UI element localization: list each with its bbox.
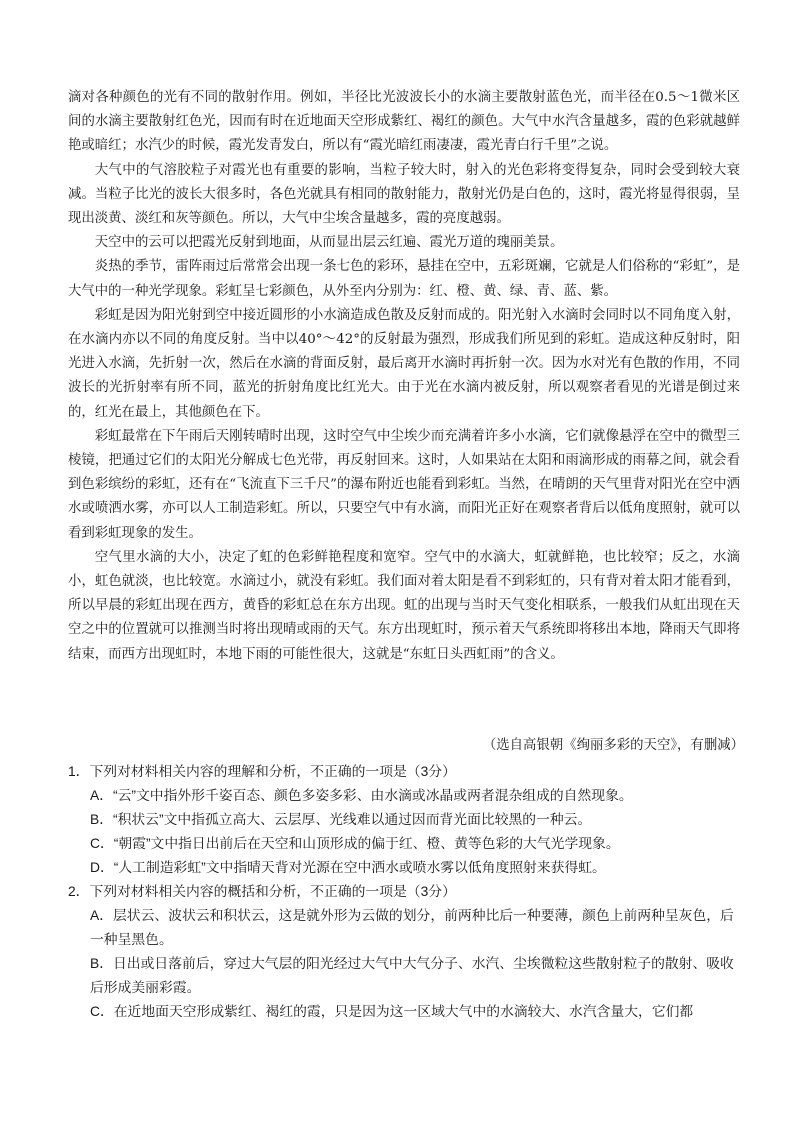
- question-2-option-b: B．日出或日落前后，穿过大气层的阳光经过大气中大气分子、水汽、尘埃微粒这些散射粒子的散射、吸收后形成美丽彩霞。: [90, 956, 734, 995]
- passage-source: （选自高银朝《绚丽多彩的天空》，有删减）: [482, 738, 744, 753]
- passage-paragraph-2: 大气中的气溶胶粒子对霞光也有重要的影响，当粒子较大时，射入的光色彩将变得复杂，同时会受到较大衰减。当粒子比光的波长大很多时，各色光就具有相同的散射能力，散射光仍是白色的，这时，霞光将显得很弱，呈现出淡黄、淡红和灰等颜色。所以，大气中尘埃含量越多，霞的亮度越弱。: [68, 162, 740, 227]
- passage-paragraph-3: 天空中的云可以把霞光反射到地面，从而显出层云红遍、霞光万道的瑰丽美景。: [94, 235, 564, 251]
- passage-paragraph-4: 炎热的季节，雷阵雨过后常常会出现一条七色的彩环，悬挂在空中，五彩斑斓，它就是人们俗称的“彩虹”，是大气中的一种光学现象。彩虹呈七彩颜色，从外至内分别为：红、橙、黄、绿、青、蓝、紫。: [68, 259, 740, 299]
- question-1: [68, 760, 740, 880]
- passage-paragraph-5: 彩虹是因为阳光射到空中接近圆形的小水滴造成色散及反射而成的。阳光射入水滴时会同时以不同角度入射，在水滴内亦以不同的角度反射。当中以40°～42°的反射最为强烈，形成我们所见到的彩虹。造成这种反射时，阳光进入水滴，先折射一次，然后在水滴的背面反射，最后离开水滴时再折射一次。因为水对光有色散的作用，不同波长的光折射率有所不同，蓝光的折射角度比红光大。由于光在水滴内被反射，所以观察者看见的光谱是倒过来的，红光在最上，其他颜色在下。: [68, 307, 740, 420]
- question-1-option-c: C．“朝霞”文中指日出前后在天空和山顶形成的偏于红、橙、黄等色彩的大气光学现象。: [90, 836, 620, 851]
- question-list: [68, 760, 740, 1024]
- question-2: [68, 880, 740, 1024]
- passage-paragraph-6: 彩虹最常在下午雨后天刚转晴时出现，这时空气中尘埃少而充满着许多小水滴，它们就像悬浮在空中的微型三棱镜，把通过它们的太阳光分解成七色光带，再反射回来。这时，人如果站在太阳和雨滴形成的雨幕之间，就会看到色彩缤纷的彩虹，还有在“飞流直下三千尺”的瀑布附近也能看到彩虹。当然，在晴朗的天气里背对阳光在空中洒水或喷洒水雾，亦可以人工制造彩虹。所以，只要空气中有水滴，而阳光正好在观察者背后以低角度照射，就可以看到彩虹现象的发生。: [68, 428, 740, 541]
- question-2-stem: 2．下列对材料相关内容的概括和分析，不正确的一项是（3分）: [68, 884, 456, 899]
- question-1-option-a: A．“云”文中指外形千姿百态、颜色多姿多彩、由水滴或冰晶或两者混杂组成的自然现象。: [90, 788, 633, 803]
- passage-paragraph-1: 滴对各种颜色的光有不同的散射作用。例如，半径比光波波长小的水滴主要散射蓝色光，而半径在0.5～1微米区间的水滴主要散射红色光，因而有时在近地面天空形成紫红、褐红的颜色。大气中水汽含量越多，霞的色彩就越鲜艳或暗红；水汽少的时候，霞光发青发白，所以有“霞光暗红雨凄凄，霞光青白行千里”之说。: [68, 90, 740, 154]
- question-1-stem: 1．下列对材料相关内容的理解和分析，不正确的一项是（3分）: [68, 764, 456, 779]
- passage-paragraph-7: 空气里水滴的大小，决定了虹的色彩鲜艳程度和宽窄。空气中的水滴大，虹就鲜艳，也比较窄；反之，水滴小，虹色就淡，也比较宽。水滴过小，就没有彩虹。我们面对着太阳是看不到彩虹的，只有背对着太阳才能看到，所以早晨的彩虹出现在西方，黄昏的彩虹总在东方出现。虹的出现与当时天气变化相联系，一般我们从虹出现在天空之中的位置就可以推测当时将出现晴或雨的天气。东方出现虹时，预示着天气系统即将移出本地，降雨天气即将结束，而西方出现虹时，本地下雨的可能性很大，这就是“东虹日头西虹雨”的含义。: [68, 549, 740, 662]
- reading-passage: [68, 86, 740, 667]
- question-2-option-a: A．层状云、波状云和积状云，这是就外形为云做的划分，前两种比后一种要薄，颜色上前两种呈灰色，后一种呈黑色。: [90, 908, 734, 947]
- question-1-option-d: D．“人工制造彩虹”文中指晴天背对光源在空中洒水或喷水雾以低角度照射来获得虹。: [90, 860, 606, 875]
- question-2-option-c: C．在近地面天空形成紫红、褐红的霞，只是因为这一区域大气中的水滴较大、水汽含量大，它们都: [90, 1004, 694, 1019]
- question-1-option-b: B．“积状云”文中指孤立高大、云层厚、光线难以通过因而背光面比较黑的一种云。: [90, 812, 592, 827]
